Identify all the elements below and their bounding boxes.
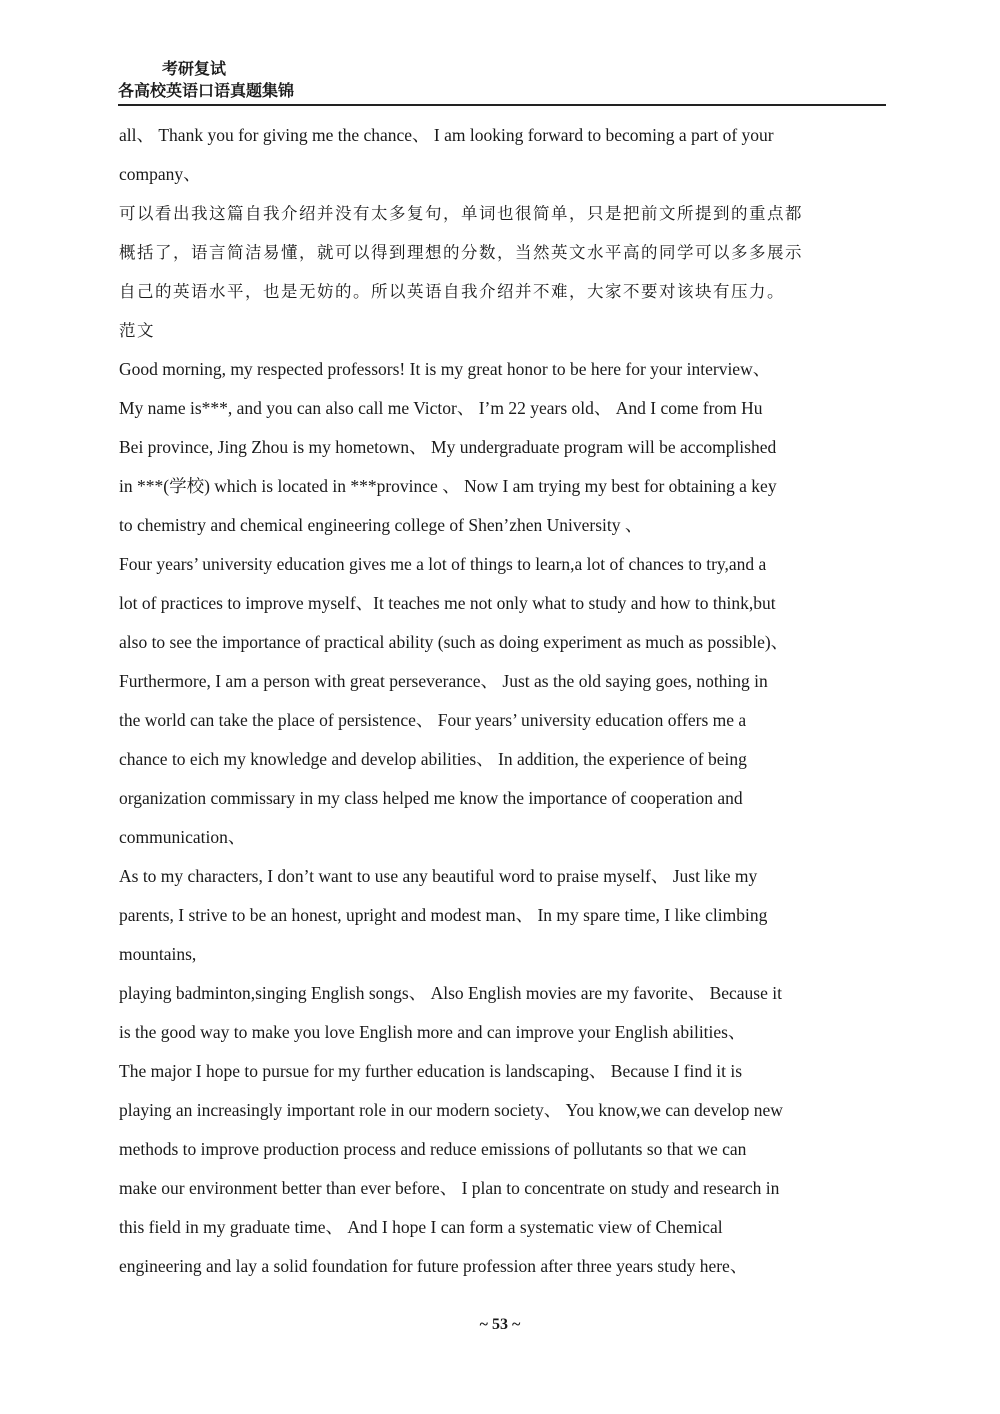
text-line: engineering and lay a solid foundation for future profession after three years study here、 (119, 1256, 748, 1276)
text-line: lot of practices to improve myself、It teaches me not only what to study and how to think,but (119, 593, 776, 613)
text-line: mountains, (119, 944, 197, 964)
text-line: Good morning, my respected professors! It is my great honor to be here for your interview、 (119, 359, 771, 379)
text-line: make our environment better than ever before、 I plan to concentrate on study and research in (119, 1178, 780, 1198)
text-line: to chemistry and chemical engineering college of Shen’zhen University 、 (119, 515, 643, 535)
document-body (119, 116, 889, 1286)
text-line: chance to eich my knowledge and develop abilities、 In addition, the experience of being (119, 749, 747, 769)
text-line: 范文 (119, 321, 155, 340)
text-line: The major I hope to pursue for my further education is landscaping、 Because I find it is (119, 1061, 743, 1081)
header-subtitle: 各高校英语口语真题集锦 (118, 81, 295, 100)
text-line: 概括了，语言简洁易懂，就可以得到理想的分数，当然英文水平高的同学可以多多展示 (119, 243, 803, 262)
header-title: 考研复试 (162, 59, 227, 78)
text-line: playing an increasingly important role in our modern society、 You know,we can develop new (119, 1100, 783, 1120)
text-line: My name is***, and you can also call me Victor、 I’m 22 years old、 And I come from Hu (119, 398, 763, 418)
text-line: all、 Thank you for giving me the chance、 I am looking forward to becoming a part of your (119, 125, 774, 145)
text-line: Four years’ university education gives me a lot of things to learn,a lot of chances to try,and a (119, 554, 767, 574)
text-line: As to my characters, I don’t want to use any beautiful word to praise myself、 Just like my (119, 866, 758, 886)
text-line: in ***(学校) which is located in ***province 、 Now I am trying my best for obtaining a key (119, 476, 777, 496)
text-line: organization commissary in my class helped me know the importance of cooperation and (119, 788, 743, 808)
text-line: methods to improve production process and reduce emissions of pollutants so that we can (119, 1139, 747, 1159)
text-line: communication、 (119, 827, 246, 847)
text-line: Furthermore, I am a person with great perseverance、 Just as the old saying goes, nothing in (119, 671, 768, 691)
text-line: playing badminton,singing English songs、 Also English movies are my favorite、 Because it (119, 983, 782, 1003)
text-line: parents, I strive to be an honest, upright and modest man、 In my spare time, I like climbing (119, 905, 768, 925)
text-line: 自己的英语水平，也是无妨的。所以英语自我介绍并不难，大家不要对该块有压力。 (119, 282, 785, 301)
text-line: the world can take the place of persistence、 Four years’ university education offers me a (119, 710, 747, 730)
page-number: ~ 53 ~ (479, 1316, 521, 1333)
text-line: 可以看出我这篇自我介绍并没有太多复句，单词也很简单，只是把前文所提到的重点都 (119, 204, 803, 223)
page-header (118, 58, 886, 106)
text-line: company、 (119, 164, 201, 184)
text-line: Bei province, Jing Zhou is my hometown、 My undergraduate program will be accomplished (119, 437, 777, 457)
text-line: this field in my graduate time、 And I hope I can form a systematic view of Chemical (119, 1217, 723, 1237)
text-line: is the good way to make you love English more and can improve your English abilities、 (119, 1022, 746, 1042)
text-line: also to see the importance of practical ability (such as doing experiment as much as possible)、 (119, 632, 789, 652)
